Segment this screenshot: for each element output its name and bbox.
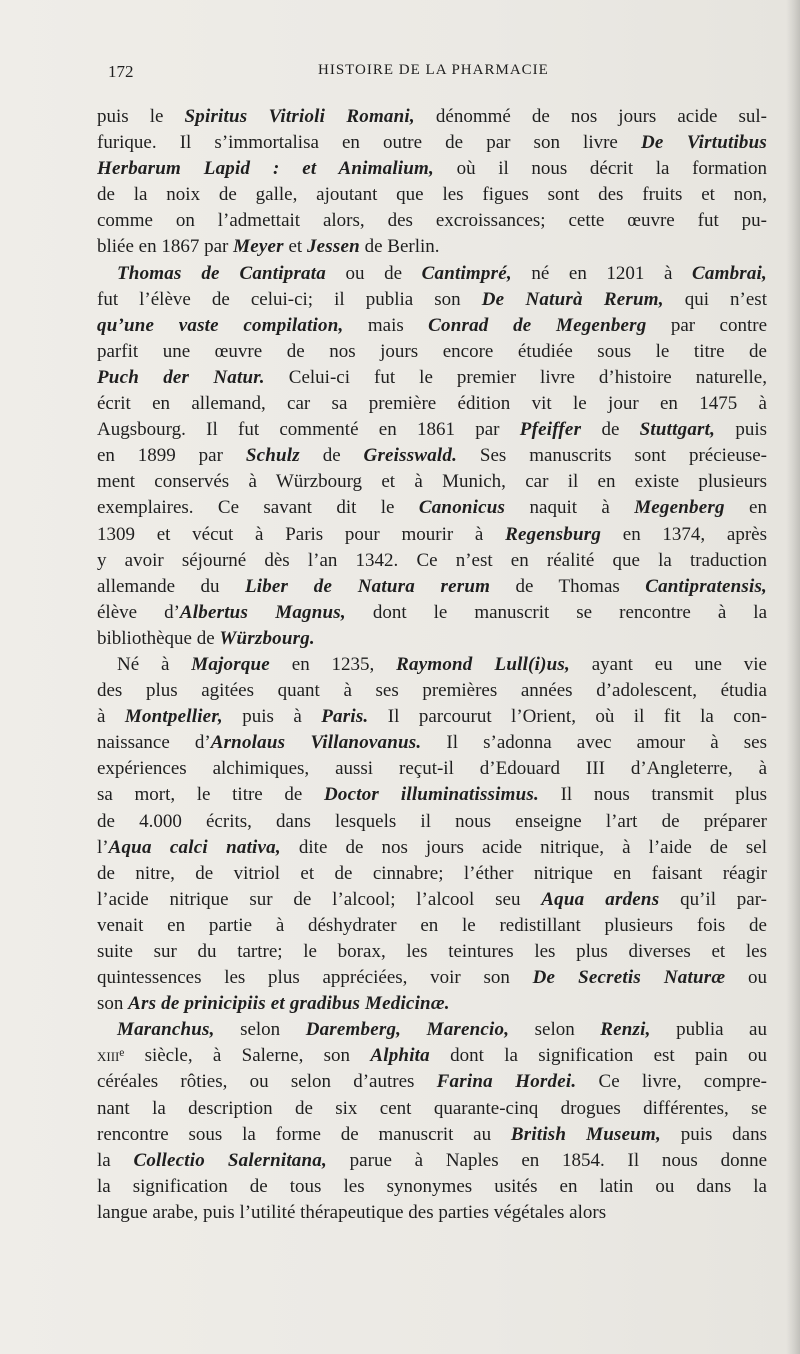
text-line [97, 261, 767, 287]
text-run: céréales rôties, ou selon d’autres [97, 1071, 437, 1093]
text-run: Augsbourg. Il fut commenté en 1861 par [97, 419, 520, 441]
text-run: y avoir séjourné dès l’an 1342. Ce n’est en réalité que la traduction [97, 549, 767, 571]
text-run: de nitre, de vitriol et de cinnabre; l’éther nitrique en faisant réagir [97, 862, 767, 884]
italic-text-run: Paris. [321, 706, 369, 728]
italic-text-run: Aqua ardens [541, 888, 660, 910]
text-run: qu’il par- [659, 888, 767, 910]
italic-text-run: Aqua calci nativa, [108, 836, 281, 858]
italic-text-run: Liber de Natura rerum [244, 575, 491, 597]
text-run: puis [715, 419, 767, 441]
text-run: rencontre sous la forme de manuscrit au [97, 1123, 511, 1145]
text-run [401, 1019, 427, 1040]
italic-text-run: Raymond Lull(i)us, [396, 653, 570, 675]
text-run: de 4.000 écrits, dans lesquels il nous enseigne l’art de préparer [97, 810, 767, 832]
text-line [97, 104, 767, 130]
text-run: puis le [97, 106, 185, 127]
page-number: 172 [108, 62, 134, 81]
italic-text-run: Stuttgart, [639, 419, 716, 441]
italic-text-run: Doctor illuminatissimus. [323, 784, 539, 806]
text-line [97, 835, 767, 861]
italic-text-run: qu’une vaste compilation, [97, 314, 344, 336]
text-line [97, 652, 767, 678]
italic-text-run: British Museum, [510, 1123, 661, 1145]
text-line [97, 417, 767, 443]
italic-text-run: Albertus Magnus, [179, 601, 346, 623]
text-line [97, 965, 767, 991]
text-line [97, 809, 767, 835]
text-run: allemande du [97, 575, 245, 597]
text-run: l’acide nitrique sur de l’alcool; l’alcool seu [97, 888, 542, 910]
italic-text-run: Würzbourg. [219, 627, 315, 649]
italic-text-run: Greisswald. [363, 445, 458, 467]
italic-text-run: Pfeiffer [519, 419, 582, 441]
text-line [97, 939, 767, 965]
text-line [97, 339, 767, 365]
text-line [97, 861, 767, 887]
text-run: Celui-ci fut le premier livre d’histoire naturelle, [264, 366, 767, 388]
text-line [97, 991, 767, 1017]
text-run: quintessences les plus appréciées, voir son [97, 967, 533, 989]
text-line [97, 704, 767, 730]
text-run: exemplaires. Ce savant dit le [97, 497, 419, 519]
text-line [97, 756, 767, 782]
text-run: furique. Il s’immortalisa en outre de par son livre [97, 132, 641, 154]
text-run: de Berlin. [359, 236, 440, 258]
text-line [97, 182, 767, 208]
text-run: Ce livre, compre- [576, 1071, 767, 1093]
text-line [97, 1148, 767, 1174]
italic-text-run: Puch der Natur. [97, 366, 265, 388]
text-run: sa mort, le titre de [97, 784, 324, 806]
text-line [97, 495, 767, 521]
text-line [97, 626, 767, 652]
text-run: en 1374, après [601, 523, 767, 545]
text-run: en 1235, [269, 653, 397, 675]
text-run: ayant eu une vie [569, 653, 767, 675]
italic-text-run: Renzi, [600, 1019, 651, 1041]
text-run: puis dans [660, 1123, 767, 1145]
text-run: publia au [650, 1019, 767, 1041]
text-run: dont le manuscrit se rencontre à la [345, 601, 767, 623]
page-edge-shadow [786, 0, 800, 1354]
text-line [97, 730, 767, 756]
text-run: selon [214, 1019, 306, 1041]
text-run: l’ [97, 836, 109, 858]
italic-text-run: Cantimpré, [421, 262, 512, 284]
text-run: écrit en allemand, car sa première édition vit le jour en 1475 à [97, 393, 767, 415]
text-run: Il s’adonna avec amour à ses [421, 732, 767, 754]
text-line [97, 1122, 767, 1148]
text-run: fut l’élève de celui-ci; il publia son [97, 288, 482, 310]
text-line [97, 600, 767, 626]
text-run: Il parcourut l’Orient, où il fit la con- [368, 706, 767, 728]
text-run: naissance d’ [97, 732, 211, 754]
text-line [97, 522, 767, 548]
text-run: comme on l’admettait alors, des excroissances; cette œuvre fut pu- [97, 210, 767, 232]
text-run: naquit à [505, 497, 635, 519]
text-line [97, 782, 767, 808]
italic-text-run: Canonicus [418, 497, 506, 519]
text-run: où il nous décrit la formation [433, 158, 767, 180]
text-run: parue à Naples en 1854. Il nous donne [326, 1149, 767, 1171]
text-run: mais [343, 314, 429, 336]
italic-text-run: Conrad de Megenberg [428, 314, 647, 336]
text-run: bliée en 1867 par [97, 236, 234, 258]
italic-text-run: Daremberg, [305, 1019, 402, 1041]
italic-text-run: Thomas de Cantiprata [117, 262, 326, 284]
italic-text-run: Meyer [233, 236, 284, 258]
text-line [97, 234, 767, 260]
italic-text-run: Montpellier, [124, 706, 223, 728]
text-run: la signification de tous les synonymes usités en latin ou dans la [97, 1175, 767, 1197]
text-line [97, 313, 767, 339]
text-run: nant la description de six cent quarante-cinq drogues différentes, se [97, 1097, 767, 1119]
text-line [97, 287, 767, 313]
text-line [97, 156, 767, 182]
text-run: la [97, 1149, 134, 1171]
text-line [97, 1200, 767, 1226]
text-line [97, 1017, 767, 1043]
italic-text-run: De Secretis Naturæ [532, 967, 726, 989]
text-run: de Thomas [490, 575, 646, 597]
text-line [97, 913, 767, 939]
text-line [97, 469, 767, 495]
text-run: 1309 et vécut à Paris pour mourir à [97, 523, 506, 545]
text-run: élève d’ [97, 601, 180, 623]
italic-text-run: Schulz [245, 445, 300, 467]
text-run: Né à [117, 653, 192, 675]
italic-text-run: Collectio Salernitana, [133, 1149, 327, 1171]
body-text [97, 104, 767, 1226]
italic-text-run: De Naturà Rerum, [481, 288, 664, 310]
text-run: ᵉ siècle, à Salerne, son [119, 1045, 371, 1067]
text-run: Il nous transmit plus [538, 784, 767, 806]
text-line [97, 391, 767, 417]
text-run: de la noix de galle, ajoutant que les figues sont des fruits et non, [97, 184, 767, 206]
text-run: ment conservés à Würzbourg et à Munich, car il en existe plusieurs [97, 471, 767, 493]
text-line [97, 208, 767, 234]
text-line [97, 1096, 767, 1122]
text-line [97, 130, 767, 156]
italic-text-run: Herbarum Lapid : et Animalium, [97, 158, 434, 180]
small-caps-text-run: xiii [97, 1045, 120, 1067]
text-run: bibliothèque de [97, 627, 220, 649]
italic-text-run: De Virtutibus [640, 132, 767, 154]
italic-text-run: Jessen [306, 236, 360, 258]
running-head: HISTOIRE DE LA PHARMACIE [318, 62, 549, 78]
text-run: ou [725, 967, 767, 989]
text-line [97, 678, 767, 704]
italic-text-run: Ars de prinicipiis et gradibus Medicinæ. [128, 993, 450, 1015]
text-line [97, 1174, 767, 1200]
text-line [97, 887, 767, 913]
text-run: dont la signification est pain ou [429, 1045, 767, 1067]
text-run: né en 1201 à [511, 262, 693, 284]
text-line [97, 1043, 767, 1069]
text-run: langue arabe, puis l’utilité thérapeutique des parties végétales alors [97, 1201, 607, 1223]
text-run: son [97, 993, 129, 1015]
page-header [108, 62, 768, 84]
text-run: ou de [325, 262, 422, 284]
text-run: selon [509, 1019, 601, 1041]
italic-text-run: Alphita [370, 1045, 430, 1067]
text-run: suite sur du tartre; le borax, les teintures les plus diverses et les [97, 941, 767, 962]
text-run: et [283, 236, 307, 258]
italic-text-run: Cantipratensis, [645, 575, 767, 597]
italic-text-run: Majorque [191, 653, 270, 675]
text-run: en [724, 497, 767, 519]
text-line [97, 1069, 767, 1095]
italic-text-run: Megenberg [634, 497, 725, 519]
italic-text-run: Arnolaus Villanovanus. [210, 732, 422, 754]
italic-text-run: Marencio, [426, 1019, 510, 1041]
italic-text-run: Farina Hordei. [436, 1071, 577, 1093]
text-run: expériences alchimiques, aussi reçut-il d’Edouard III d’Angleterre, à [97, 758, 767, 780]
text-line [97, 574, 767, 600]
text-run: à [97, 706, 125, 728]
text-run: des plus agitées quant à ses premières années d’adolescent, étudia [97, 680, 767, 702]
text-run: qui n’est [663, 288, 767, 310]
italic-text-run: Regensburg [505, 523, 602, 545]
text-line [97, 548, 767, 574]
italic-text-run: Spiritus Vitrioli Romani, [184, 106, 415, 127]
text-run: venait en partie à déshydrater en le redistillant plusieurs fois de [97, 914, 767, 936]
text-line [97, 365, 767, 391]
text-run: de [581, 419, 640, 441]
text-run: de [299, 445, 364, 467]
italic-text-run: Cambrai, [692, 262, 767, 284]
text-run: parfit une œuvre de nos jours encore étudiée sous le titre de [97, 340, 767, 362]
text-run: dénommé de nos jours acide sul- [414, 106, 767, 127]
text-run: en 1899 par [97, 445, 246, 467]
text-line [97, 443, 767, 469]
text-run: Ses manuscrits sont précieuse- [457, 445, 767, 467]
text-run: par contre [646, 314, 767, 336]
text-run: dite de nos jours acide nitrique, à l’aide de sel [280, 836, 767, 858]
italic-text-run: Maranchus, [117, 1019, 215, 1041]
text-run: puis à [222, 706, 322, 728]
